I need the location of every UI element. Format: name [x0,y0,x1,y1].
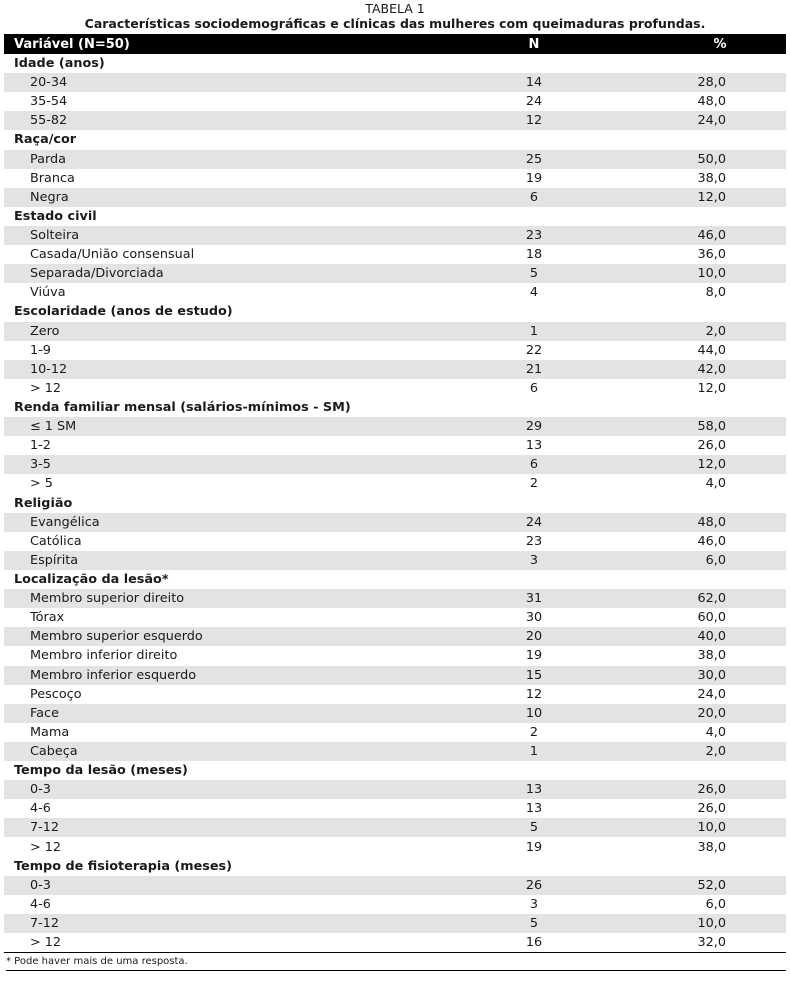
row-label: Idade (anos) [14,56,105,72]
row-n: 13 [525,438,543,454]
row-label: 35-54 [30,94,68,110]
row-n: 25 [525,151,543,167]
row-n: 13 [525,801,543,817]
row-percent: 28,0 [697,75,726,91]
row-label: Renda familiar mensal (salários-mínimos - SM) [14,400,351,416]
row-percent: 58,0 [697,419,726,435]
row-n: 3 [529,552,539,568]
row-label: Casada/União consensual [30,247,195,263]
section-row [4,207,786,226]
table-row [4,150,786,169]
row-label: > 12 [30,839,62,855]
row-percent: 4,0 [705,724,726,740]
row-n: 12 [525,686,543,702]
row-label: Membro inferior direito [30,648,178,664]
table-row [4,742,786,761]
row-label: 10-12 [30,361,68,377]
table-row [4,914,786,933]
table-row [4,818,786,837]
table-row [4,322,786,341]
row-percent: 48,0 [697,94,726,110]
table-row [4,188,786,207]
table-row [4,876,786,895]
row-percent: 10,0 [697,915,726,931]
header-percent: % [713,36,727,52]
row-percent: 26,0 [697,801,726,817]
row-label: > 12 [30,935,62,951]
row-n: 1 [529,323,539,339]
table-footnote: * Pode haver mais de uma resposta. [6,956,786,971]
row-n: 6 [529,457,539,473]
row-label: Membro superior direito [30,591,185,607]
data-table [4,34,786,953]
table-row [4,379,786,398]
row-label: Espírita [30,552,79,568]
row-n: 5 [529,915,539,931]
table-row [4,666,786,685]
table-row [4,532,786,551]
table-row [4,111,786,130]
row-label: 1-9 [30,342,51,358]
row-percent: 26,0 [697,438,726,454]
row-label: Estado civil [14,208,97,224]
row-percent: 2,0 [705,743,726,759]
row-n: 26 [525,877,543,893]
table-row [4,169,786,188]
row-n: 20 [525,629,543,645]
row-n: 13 [525,782,543,798]
row-n: 6 [529,380,539,396]
row-n: 24 [525,94,543,110]
row-percent: 10,0 [697,266,726,282]
row-percent: 52,0 [697,877,726,893]
table-row [4,283,786,302]
section-row [4,570,786,589]
row-percent: 44,0 [697,342,726,358]
row-n: 16 [525,935,543,951]
table-header-row [4,34,786,54]
table-row [4,704,786,723]
row-label: Católica [30,533,82,549]
row-label: Pescoço [30,686,82,702]
row-percent: 60,0 [697,610,726,626]
row-n: 4 [529,285,539,301]
row-label: Parda [30,151,66,167]
row-label: Cabeça [30,743,78,759]
row-percent: 20,0 [697,705,726,721]
row-percent: 38,0 [697,170,726,186]
row-percent: 12,0 [697,457,726,473]
row-label: 0-3 [30,877,51,893]
row-percent: 12,0 [697,380,726,396]
row-percent: 24,0 [697,113,726,129]
row-percent: 38,0 [697,648,726,664]
table-body [4,54,786,952]
table-row [4,627,786,646]
row-label: Negra [30,189,69,205]
row-label: 20-34 [30,75,68,91]
row-n: 24 [525,514,543,530]
section-row [4,398,786,417]
row-label: Escolaridade (anos de estudo) [14,304,233,320]
row-n: 5 [529,820,539,836]
table-row [4,73,786,92]
row-n: 10 [525,705,543,721]
table-row [4,360,786,379]
row-percent: 4,0 [705,476,726,492]
row-percent: 46,0 [697,533,726,549]
table-row [4,226,786,245]
header-variable: Variável (N=50) [14,36,130,52]
row-n: 22 [525,342,543,358]
table-row [4,551,786,570]
row-percent: 6,0 [705,552,726,568]
row-percent: 62,0 [697,591,726,607]
table-row [4,455,786,474]
section-row [4,761,786,780]
row-label: Tempo da lesão (meses) [14,763,188,779]
row-n: 2 [529,476,539,492]
row-label: 4-6 [30,801,51,817]
section-row [4,857,786,876]
row-percent: 10,0 [697,820,726,836]
row-n: 15 [525,667,543,683]
row-n: 19 [525,839,543,855]
table-row [4,474,786,493]
table-row [4,245,786,264]
row-percent: 46,0 [697,228,726,244]
section-row [4,54,786,73]
row-label: Localização da lesão* [14,572,169,587]
row-label: Membro inferior esquerdo [30,667,197,683]
table-row [4,589,786,608]
table-row [4,513,786,532]
row-percent: 50,0 [697,151,726,167]
row-percent: 2,0 [705,323,726,339]
row-label: Evangélica [30,514,100,530]
row-n: 2 [529,724,539,740]
table-row [4,436,786,455]
row-percent: 42,0 [697,361,726,377]
row-n: 5 [529,266,539,282]
table-row [4,92,786,111]
table-row [4,723,786,742]
row-n: 30 [525,610,543,626]
row-label: Face [30,705,59,721]
section-row [4,130,786,149]
table-row [4,933,786,952]
row-label: Solteira [30,228,80,244]
row-label: 55-82 [30,113,68,129]
row-n: 18 [525,247,543,263]
table-row [4,895,786,914]
table-row [4,341,786,360]
row-label: Viúva [30,285,66,301]
table-row [4,799,786,818]
row-percent: 40,0 [697,629,726,645]
row-percent: 32,0 [697,935,726,951]
table-row [4,646,786,665]
row-n: 1 [529,743,539,759]
row-label: Raça/cor [14,132,77,148]
row-label: Religião [14,495,73,511]
row-label: > 12 [30,380,62,396]
row-label: 7-12 [30,915,60,931]
row-label: Separada/Divorciada [30,266,164,282]
row-n: 14 [525,75,543,91]
section-row [4,494,786,513]
row-percent: 24,0 [697,686,726,702]
row-label: 0-3 [30,782,51,798]
row-percent: 30,0 [697,667,726,683]
row-n: 29 [525,419,543,435]
row-n: 23 [525,533,543,549]
table-row [4,264,786,283]
table-row [4,685,786,704]
row-n: 23 [525,228,543,244]
row-label: 4-6 [30,896,51,912]
row-percent: 12,0 [697,189,726,205]
row-percent: 48,0 [697,514,726,530]
row-label: Branca [30,170,75,186]
row-label: Membro superior esquerdo [30,629,203,645]
row-n: 21 [525,361,543,377]
row-label: Tempo de fisioterapia (meses) [14,858,233,874]
table-row [4,837,786,856]
row-n: 6 [529,189,539,205]
row-label: > 5 [30,476,53,492]
row-label: Zero [30,323,60,339]
row-percent: 6,0 [705,896,726,912]
row-percent: 36,0 [697,247,726,263]
row-n: 3 [529,896,539,912]
row-n: 12 [525,113,543,129]
row-label: 7-12 [30,820,60,836]
row-percent: 26,0 [697,782,726,798]
table-row [4,417,786,436]
row-label: Tórax [30,610,65,626]
table-label: TABELA 1 [365,1,425,16]
header-n: N [528,36,540,52]
row-label: Mama [30,724,70,740]
table-caption: Características sociodemográficas e clínicas das mulheres com queimaduras profundas. [84,16,706,31]
row-percent: 38,0 [697,839,726,855]
table-row [4,780,786,799]
row-label: 3-5 [30,457,51,473]
row-n: 19 [525,648,543,664]
table-row [4,608,786,627]
row-n: 31 [525,591,543,607]
row-label: 1-2 [30,438,51,454]
section-row [4,302,786,321]
row-percent: 8,0 [705,285,726,301]
row-n: 19 [525,170,543,186]
row-label: ≤ 1 SM [30,419,77,435]
